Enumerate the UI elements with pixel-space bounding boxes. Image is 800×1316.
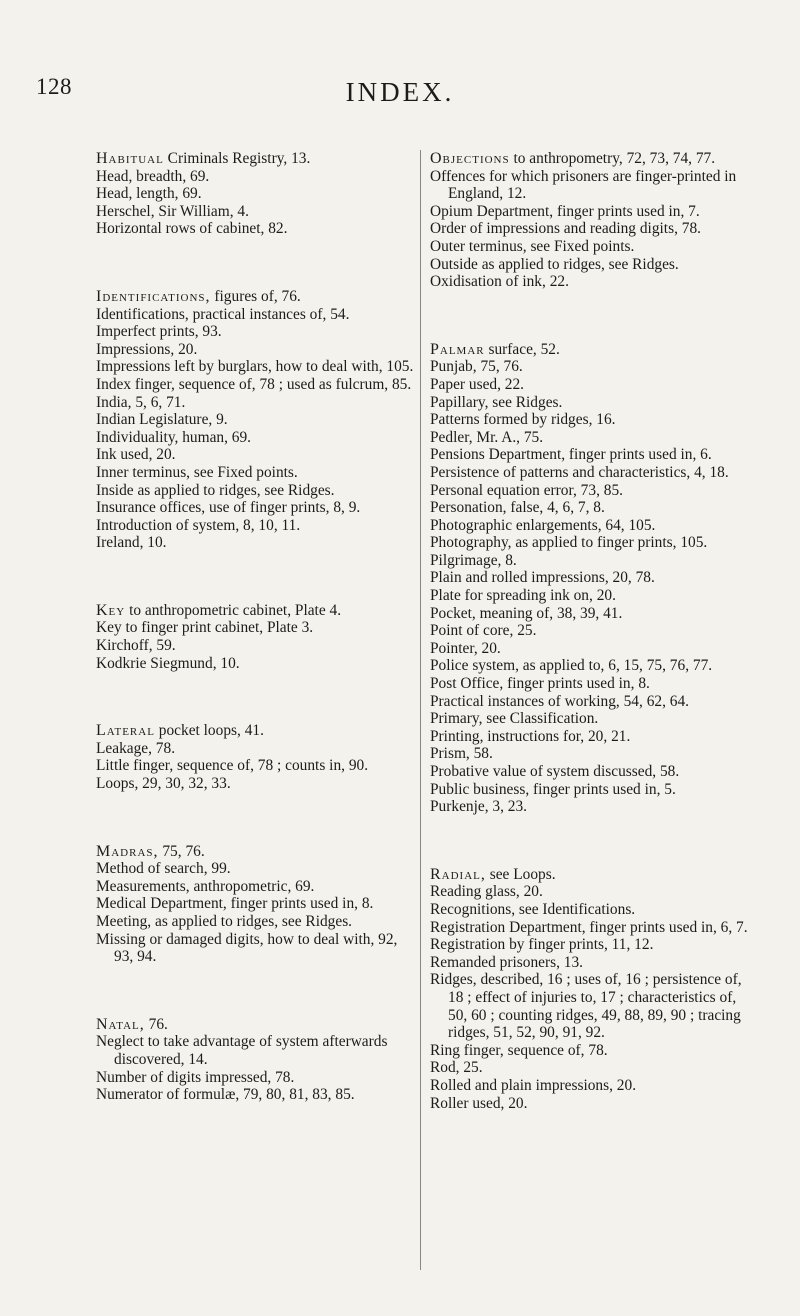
index-entry-text: to anthropometric cabinet, Plate 4. <box>125 601 342 619</box>
index-entry-text: Remanded prisoners, 13. <box>430 953 584 971</box>
index-entry-text: Patterns formed by ridges, 16. <box>430 411 616 429</box>
index-entry <box>96 534 418 552</box>
index-entry-text: Oxidisation of ink, 22. <box>430 273 569 291</box>
index-entry-text: Police system, as applied to, 6, 15, 75, 76, 77. <box>430 657 713 675</box>
index-entry <box>430 866 752 884</box>
index-entry <box>96 1069 418 1087</box>
index-letter-group <box>430 150 752 291</box>
index-entry <box>430 675 752 693</box>
index-letter-group <box>430 866 752 1112</box>
index-entry-text: Reading glass, 20. <box>430 883 543 901</box>
index-entry-text: Medical Department, finger prints used in, 8. <box>96 895 374 913</box>
index-entry-text: Kodkrie Siegmund, 10. <box>96 654 240 672</box>
index-entry-text: Pocket, meaning of, 38, 39, 41. <box>430 604 623 622</box>
index-entry-text: Outer terminus, see Fixed points. <box>430 237 635 255</box>
index-entry <box>96 411 418 429</box>
index-entry <box>430 901 752 919</box>
index-entry-text: Ireland, 10. <box>96 534 167 552</box>
index-entry-text: Little finger, sequence of, 78 ; counts in, 90. <box>96 757 369 775</box>
index-entry-text: Photography, as applied to finger prints, 105. <box>430 534 708 552</box>
index-entry-text: Measurements, anthropometric, 69. <box>96 877 315 895</box>
index-entry-text: Ink used, 20. <box>96 446 176 464</box>
index-entry <box>430 710 752 728</box>
index-entry <box>96 637 418 655</box>
index-entry-text: pocket loops, 41. <box>154 722 264 740</box>
index-entry-text: Offences for which prisoners are finger-printed in England, 12. <box>430 167 737 203</box>
index-entry-text: 75, 76. <box>158 842 205 860</box>
index-entry-text: Personation, false, 4, 6, 7, 8. <box>430 499 605 517</box>
index-entry <box>96 358 418 376</box>
index-entry-text: Horizontal rows of cabinet, 82. <box>96 220 288 238</box>
index-column-right <box>430 150 752 1162</box>
index-entry <box>96 429 418 447</box>
index-letter-group <box>96 150 418 238</box>
index-entry <box>430 883 752 901</box>
index-entry <box>430 534 752 552</box>
index-entry <box>430 358 752 376</box>
index-entry-text: Outside as applied to ridges, see Ridges. <box>430 255 679 273</box>
index-entry <box>430 1077 752 1095</box>
index-letter-group <box>96 1016 418 1104</box>
running-head: INDEX. <box>345 77 455 107</box>
index-entry <box>430 954 752 972</box>
index-entry-text: Pilgrimage, 8. <box>430 551 517 569</box>
index-entry-lead-word: Objections <box>430 150 510 167</box>
index-entry <box>430 622 752 640</box>
index-entry <box>96 1016 418 1034</box>
index-letter-group <box>96 722 418 792</box>
index-entry-text: Plain and rolled impressions, 20, 78. <box>430 569 655 587</box>
index-entry-text: Registration by finger prints, 11, 12. <box>430 936 654 954</box>
index-entry-text: Purkenje, 3, 23. <box>430 798 528 816</box>
index-entry-text: Meeting, as applied to ridges, see Ridges. <box>96 913 353 930</box>
index-entry <box>430 1042 752 1060</box>
index-entry <box>96 185 418 203</box>
index-entry-text: Rolled and plain impressions, 20. <box>430 1076 637 1094</box>
index-entry <box>96 341 418 359</box>
index-entry <box>96 775 418 793</box>
index-entry <box>430 446 752 464</box>
index-entry-text: Method of search, 99. <box>96 860 231 878</box>
index-entry <box>430 429 752 447</box>
index-entry-text: Herschel, Sir William, 4. <box>96 202 249 220</box>
index-entry-text: Prism, 58. <box>430 745 493 763</box>
index-entry-text: Rod, 25. <box>430 1059 483 1077</box>
index-entry-text: Primary, see Classification. <box>430 710 599 728</box>
index-entry <box>96 446 418 464</box>
index-entry <box>430 781 752 799</box>
index-entry-text: Registration Department, finger prints used in, 6, 7. <box>430 918 748 936</box>
index-entry-lead-word: Madras, <box>96 842 159 860</box>
index-entry <box>96 722 418 740</box>
index-entry-text: Paper used, 22. <box>430 375 525 393</box>
index-entry <box>96 288 418 306</box>
index-entry <box>430 482 752 500</box>
index-entry-text: Inner terminus, see Fixed points. <box>96 463 298 481</box>
index-entry-lead-word: Key <box>96 601 126 619</box>
index-letter-group <box>96 288 418 552</box>
index-entry-text: Ring finger, sequence of, 78. <box>430 1041 608 1059</box>
index-entry-text: Recognitions, see Identifications. <box>430 900 636 918</box>
index-entry-text: Pedler, Mr. A., 75. <box>430 428 544 446</box>
index-letter-group <box>430 341 752 816</box>
index-entry <box>430 728 752 746</box>
index-entry <box>430 763 752 781</box>
index-entry-text: Identifications, practical instances of, 54. <box>96 305 350 323</box>
index-entry-text: Criminals Registry, 13. <box>163 150 311 167</box>
index-entry <box>430 605 752 623</box>
index-entry-lead-word: Natal, <box>96 1015 145 1033</box>
index-entry-lead-word: Palmar <box>430 340 485 358</box>
index-entry <box>96 619 418 637</box>
index-entry <box>430 569 752 587</box>
index-entry-text: Insurance offices, use of finger prints, 8, 9. <box>96 499 361 517</box>
index-entry-lead-word: Lateral <box>96 722 155 740</box>
index-entry <box>430 341 752 359</box>
index-entry <box>430 273 752 291</box>
index-entry <box>430 220 752 238</box>
index-entry <box>430 394 752 412</box>
index-entry-text: Photographic enlargements, 64, 105. <box>430 516 656 534</box>
index-entry-text: figures of, 76. <box>210 287 301 305</box>
index-entry-text: Neglect to take advantage of system afterwards discovered, 14. <box>96 1033 388 1068</box>
index-entry-text: Leakage, 78. <box>96 739 176 757</box>
index-entry <box>96 757 418 775</box>
index-entry <box>430 552 752 570</box>
index-entry <box>430 693 752 711</box>
index-entry-text: Printing, instructions for, 20, 21. <box>430 727 631 745</box>
index-entry-lead-word: Radial, <box>430 865 486 883</box>
index-entry-text: Pointer, 20. <box>430 639 501 657</box>
index-entry-lead-word: Identifications, <box>96 287 211 305</box>
index-entry-text: Punjab, 75, 76. <box>430 358 523 376</box>
index-entry <box>96 895 418 913</box>
index-entry <box>430 464 752 482</box>
index-entry <box>430 798 752 816</box>
index-entry <box>430 657 752 675</box>
index-entry-text: Persistence of patterns and characteristics, 4, 18. <box>430 463 729 481</box>
index-entry <box>96 655 418 673</box>
index-entry <box>430 256 752 274</box>
index-entry-text: Kirchoff, 59. <box>96 637 176 655</box>
index-entry <box>96 878 418 896</box>
index-entry <box>96 740 418 758</box>
index-entry <box>96 843 418 861</box>
index-entry-text: Loops, 29, 30, 32, 33. <box>96 775 231 793</box>
index-entry-text: Opium Department, finger prints used in, 7. <box>430 202 700 220</box>
index-entry <box>430 150 752 168</box>
index-entry <box>96 931 418 966</box>
index-entry <box>96 150 418 168</box>
index-entry <box>96 860 418 878</box>
index-entry-text: Impressions left by burglars, how to deal with, 105. <box>96 358 414 376</box>
index-entry-text: India, 5, 6, 71. <box>96 393 186 411</box>
index-entry-text: Missing or damaged digits, how to deal with, 92, 93, 94. <box>96 930 398 966</box>
index-entry-text: Key to finger print cabinet, Plate 3. <box>96 619 314 637</box>
index-entry <box>430 1095 752 1113</box>
column-divider <box>420 150 421 1270</box>
index-entry <box>96 323 418 341</box>
index-entry-text: Papillary, see Ridges. <box>430 393 563 411</box>
index-entry <box>430 517 752 535</box>
index-entry-text: Indian Legislature, 9. <box>96 411 228 429</box>
index-entry <box>96 1086 418 1104</box>
index-entry-text: Individuality, human, 69. <box>96 428 252 446</box>
index-entry <box>96 220 418 238</box>
index-entry <box>96 482 418 500</box>
index-entry-text: Head, length, 69. <box>96 185 202 203</box>
index-entry-text: Post Office, finger prints used in, 8. <box>430 675 650 693</box>
index-entry-text: Order of impressions and reading digits, 78. <box>430 220 701 238</box>
index-entry <box>96 464 418 482</box>
index-letter-group <box>96 602 418 672</box>
index-entry-text: see Loops. <box>485 865 556 883</box>
index-entry-text: Ridges, described, 16 ; uses of, 16 ; persistence of, 18 ; effect of injuries to, 17 ; characteristics of, 50, 60 ; counting ridges, 49, 88, 89, 90 ; tracing ridges, 51, 52, 90, 91, 92. <box>430 971 742 1042</box>
index-entry-text: Inside as applied to ridges, see Ridges. <box>96 481 335 499</box>
index-entry-text: surface, 52. <box>484 340 560 358</box>
index-entry-lead-word: Habitual <box>96 150 164 167</box>
index-entry <box>96 913 418 931</box>
index-entry <box>430 919 752 937</box>
index-entry <box>430 168 752 203</box>
index-entry-text: Probative value of system discussed, 58. <box>430 763 680 780</box>
index-entry-text: Imperfect prints, 93. <box>96 323 222 341</box>
index-entry-text: Point of core, 25. <box>430 622 537 640</box>
index-entry <box>96 517 418 535</box>
index-entry <box>430 499 752 517</box>
page-number: 128 <box>36 74 72 99</box>
index-entry-text: Personal equation error, 73, 85. <box>430 481 623 499</box>
index-entry <box>430 411 752 429</box>
index-entry <box>96 499 418 517</box>
index-entry <box>96 394 418 412</box>
index-entry-text: Index finger, sequence of, 78 ; used as fulcrum, 85. <box>96 375 412 393</box>
index-entry-text: Practical instances of working, 54, 62, 64. <box>430 692 690 710</box>
index-entry-text: Number of digits impressed, 78. <box>96 1068 295 1086</box>
index-entry <box>430 745 752 763</box>
index-entry <box>96 203 418 221</box>
index-entry-text: Head, breadth, 69. <box>96 167 210 185</box>
index-entry <box>96 376 418 394</box>
index-entry <box>96 1033 418 1068</box>
index-entry-text: Numerator of formulæ, 79, 80, 81, 83, 85. <box>96 1086 355 1104</box>
index-entry-text: 76. <box>144 1015 168 1033</box>
index-entry <box>96 168 418 186</box>
index-entry <box>430 203 752 221</box>
index-column-left <box>96 150 418 1154</box>
index-entry <box>430 238 752 256</box>
index-entry <box>430 640 752 658</box>
index-entry <box>430 1059 752 1077</box>
index-letter-group <box>96 843 418 966</box>
index-entry-text: Introduction of system, 8, 10, 11. <box>96 516 301 534</box>
index-entry <box>96 602 418 620</box>
index-entry <box>430 376 752 394</box>
index-entry-text: Plate for spreading ink on, 20. <box>430 587 616 605</box>
index-entry-text: to anthropometry, 72, 73, 74, 77. <box>509 150 716 167</box>
index-entry-text: Pensions Department, finger prints used in, 6. <box>430 446 712 464</box>
index-entry-text: Roller used, 20. <box>430 1094 528 1112</box>
index-entry <box>96 306 418 324</box>
index-entry <box>430 587 752 605</box>
index-entry <box>430 971 752 1041</box>
index-entry-text: Impressions, 20. <box>96 340 198 358</box>
index-entry-text: Public business, finger prints used in, 5. <box>430 780 676 798</box>
index-entry <box>430 936 752 954</box>
